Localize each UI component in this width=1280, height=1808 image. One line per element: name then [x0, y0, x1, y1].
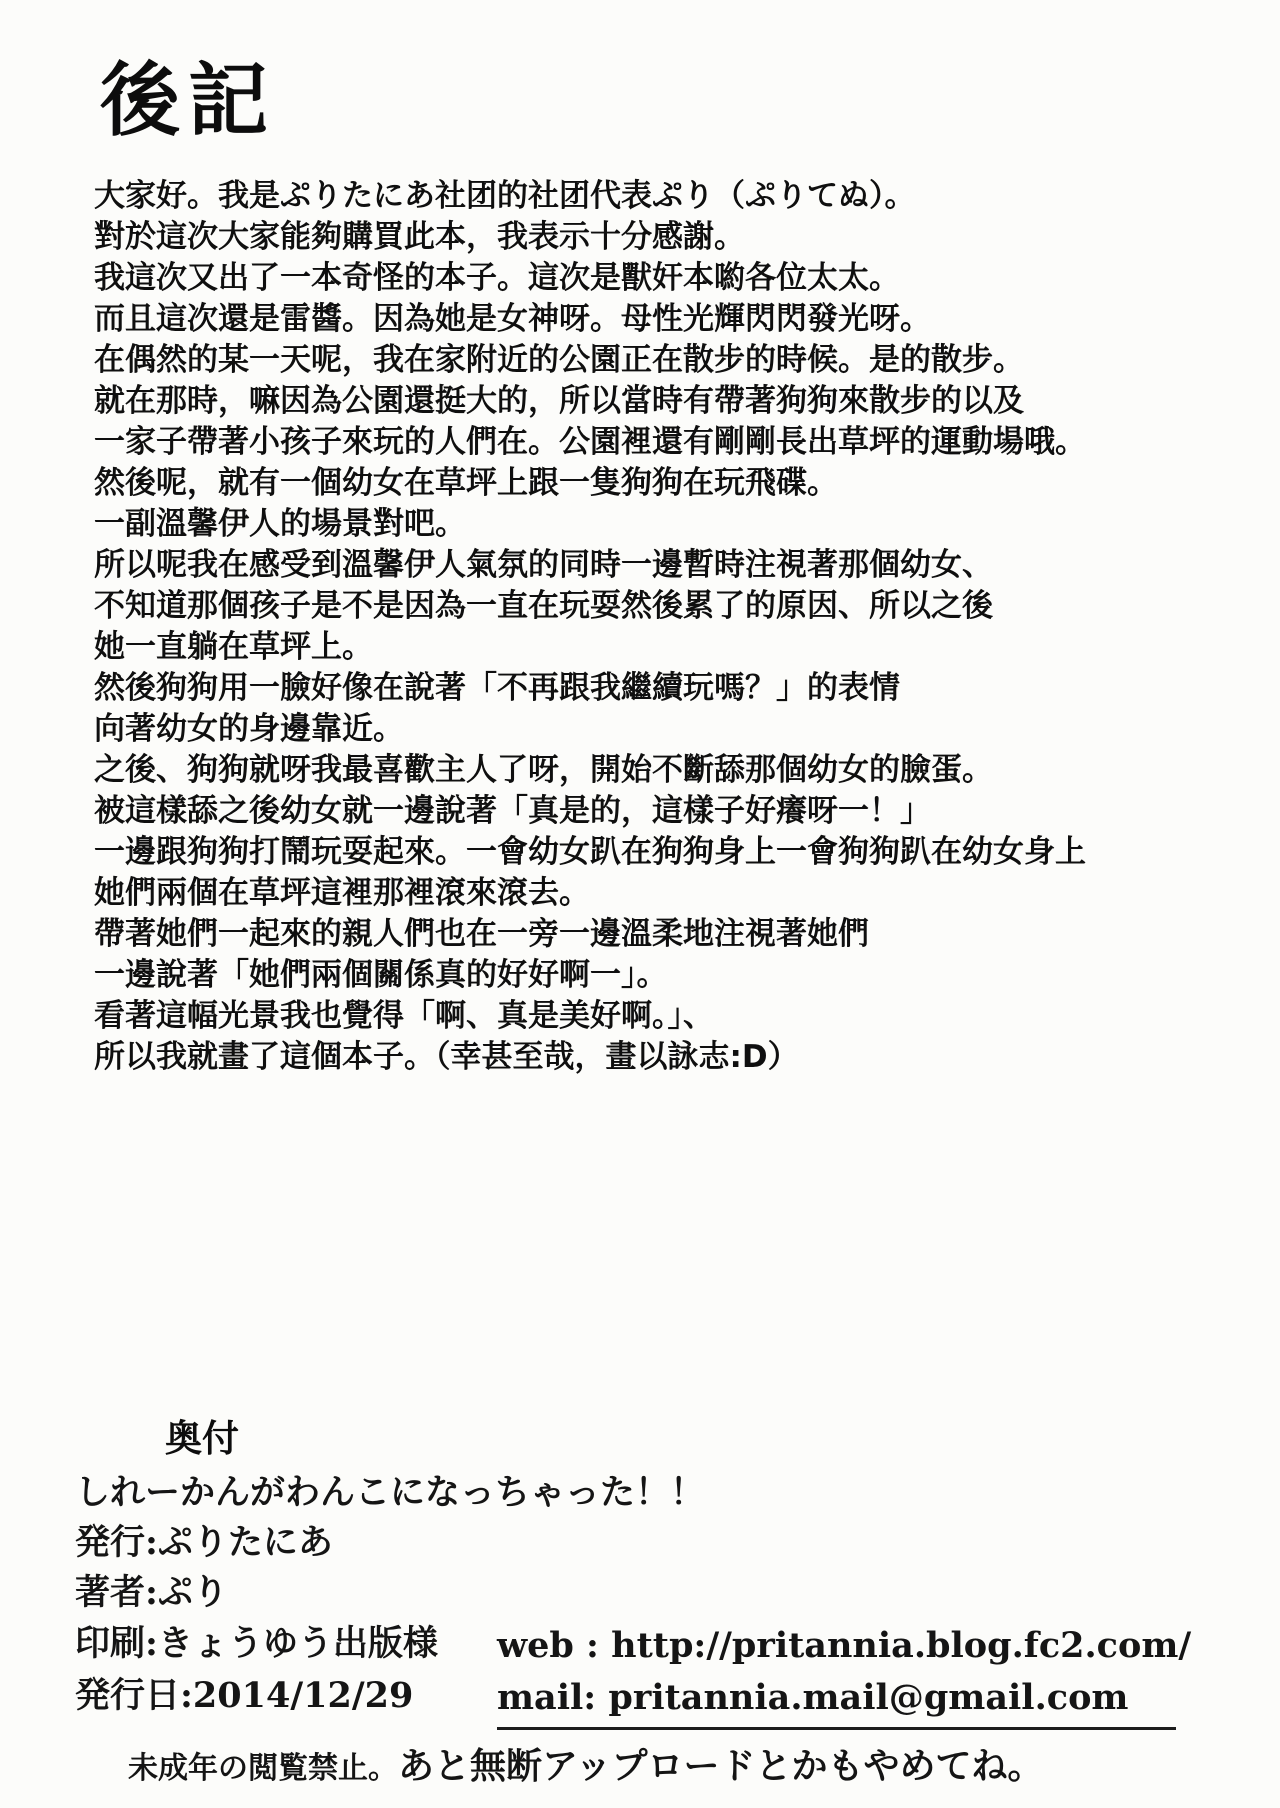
colophon-web-url: web : http://pritannia.blog.fc2.com/	[497, 1625, 1192, 1666]
colophon	[75, 1414, 1215, 1722]
afterword-line: 向著幼女的身邊靠近。	[94, 711, 404, 747]
footer-notice	[128, 1738, 1228, 1789]
footer-notice-no-upload: あと無断アップロードとかもやめてね。	[398, 1745, 1044, 1787]
afterword-line: 所以我就畫了這個本子。（幸甚至哉，畫以詠志:D）	[94, 1039, 799, 1075]
afterword-line: 一邊跟狗狗打鬧玩耍起來。一會幼女趴在狗狗身上一會狗狗趴在幼女身上	[94, 834, 1086, 870]
afterword-line: 所以呢我在感受到溫馨伊人氣氛的同時一邊暫時注視著那個幼女、	[94, 547, 993, 583]
afterword-line: 就在那時，嘛因為公園還挺大的，所以當時有帶著狗狗來散步的以及	[94, 383, 1024, 419]
afterword-line: 然後狗狗用一臉好像在說著「不再跟我繼續玩嗎？」的表情	[94, 670, 900, 706]
afterword-line: 然後呢，就有一個幼女在草坪上跟一隻狗狗在玩飛碟。	[94, 465, 838, 501]
colophon-publisher: 発行:ぷりたにあ	[75, 1522, 333, 1563]
colophon-book-title: しれーかんがわんこになっちゃった！！	[75, 1472, 706, 1513]
colophon-row-date	[75, 1670, 1215, 1722]
afterword-paragraph	[94, 996, 1234, 1078]
afterword-line: 之後、狗狗就呀我最喜歡主人了呀，開始不斷舔那個幼女的臉蛋。	[94, 752, 993, 788]
colophon-printer: 印刷:きょうゆう出版様	[75, 1623, 438, 1664]
afterword-paragraph	[94, 750, 1234, 996]
afterword-paragraph	[94, 545, 1234, 750]
afterword-line: 她們兩個在草坪這裡那裡滾來滾去。	[94, 875, 590, 911]
afterword-line: 她一直躺在草坪上。	[94, 629, 373, 665]
afterword-line: 一邊說著「她們兩個關係真的好好啊一」。	[94, 957, 668, 993]
afterword-line: 看著這幅光景我也覺得「啊、真是美好啊。」、	[94, 998, 714, 1034]
colophon-mail-address: mail: pritannia.mail@gmail.com	[497, 1672, 1176, 1730]
afterword-body	[94, 176, 1234, 1078]
afterword-line: 對於這次大家能夠購買此本，我表示十分感謝。	[94, 219, 745, 255]
afterword-line: 而且這次還是雷醬。因為她是女神呀。母性光輝閃閃發光呀。	[94, 301, 931, 337]
colophon-row-printer	[75, 1618, 1215, 1670]
afterword-paragraph	[94, 340, 1234, 545]
afterword-line: 在偶然的某一天呢，我在家附近的公園正在散步的時候。是的散步。	[94, 342, 1024, 378]
afterword-line: 我這次又出了一本奇怪的本子。這次是獸奸本喲各位太太。	[94, 260, 900, 296]
afterword-line: 被這樣舔之後幼女就一邊說著「真是的，這樣子好癢呀一！」	[94, 793, 931, 829]
footer-notice-age-restriction: 未成年の閲覧禁止。	[128, 1751, 398, 1786]
colophon-author: 著者:ぷり	[75, 1572, 228, 1613]
afterword-line: 大家好。我是ぷりたにあ社团的社团代表ぷり（ぷりてぬ）。	[94, 178, 916, 214]
colophon-date: 発行日:2014/12/29	[75, 1675, 414, 1716]
afterword-line: 帶著她們一起來的親人們也在一旁一邊溫柔地注視著她們	[94, 916, 869, 952]
afterword-line: 一家子帶著小孩子來玩的人們在。公園裡還有剛剛長出草坪的運動場哦。	[94, 424, 1086, 460]
colophon-heading: 奥付	[165, 1416, 239, 1460]
page-title: 後記	[100, 54, 276, 147]
afterword-paragraph	[94, 176, 1234, 340]
afterword-line: 不知道那個孩子是不是因為一直在玩耍然後累了的原因、所以之後	[94, 588, 993, 624]
afterword-line: 一副溫馨伊人的場景對吧。	[94, 506, 466, 542]
